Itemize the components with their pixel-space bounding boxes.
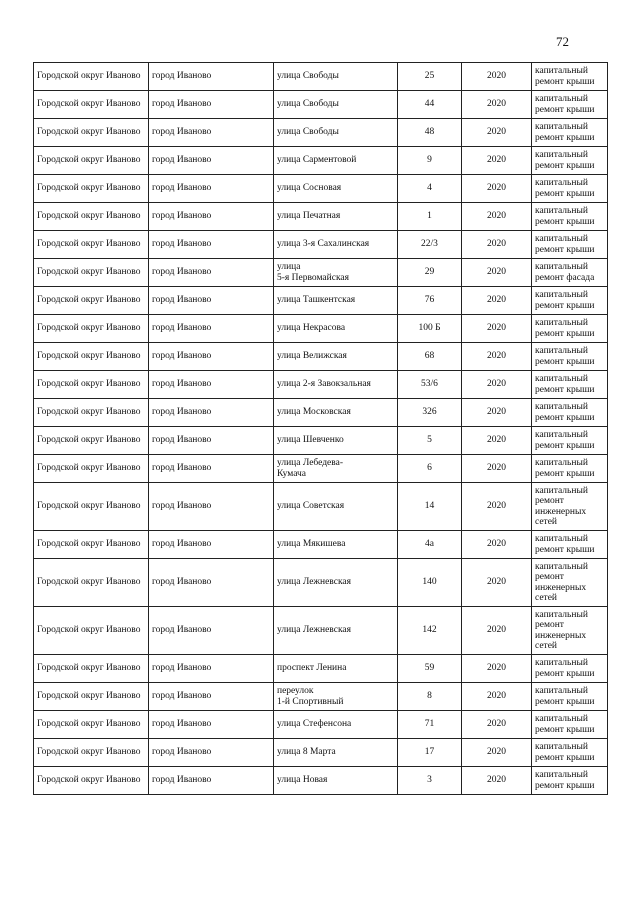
work-type-cell: капитальный ремонт крыши xyxy=(532,287,608,315)
table-row xyxy=(34,655,608,683)
year-cell: 2020 xyxy=(462,91,532,119)
district-cell: Городской округ Иваново xyxy=(34,767,149,795)
city-cell: город Иваново xyxy=(149,711,274,739)
work-type-cell: капитальный ремонт крыши xyxy=(532,767,608,795)
street-cell: улица Ташкентская xyxy=(274,287,398,315)
city-cell: город Иваново xyxy=(149,147,274,175)
work-type-cell: капитальный ремонт инженерных сетей xyxy=(532,483,608,531)
city-cell: город Иваново xyxy=(149,203,274,231)
table-row xyxy=(34,683,608,711)
table-row xyxy=(34,287,608,315)
street-cell: улица Печатная xyxy=(274,203,398,231)
table-row xyxy=(34,63,608,91)
work-type-cell: капитальный ремонт крыши xyxy=(532,739,608,767)
table-row xyxy=(34,607,608,655)
district-cell: Городской округ Иваново xyxy=(34,683,149,711)
year-cell: 2020 xyxy=(462,315,532,343)
work-type-cell: капитальный ремонт крыши xyxy=(532,63,608,91)
district-cell: Городской округ Иваново xyxy=(34,531,149,559)
table-row xyxy=(34,767,608,795)
table-row xyxy=(34,559,608,607)
house-cell: 100 Б xyxy=(398,315,462,343)
table-row xyxy=(34,531,608,559)
year-cell: 2020 xyxy=(462,531,532,559)
street-cell: улица Стефенсона xyxy=(274,711,398,739)
district-cell: Городской округ Иваново xyxy=(34,175,149,203)
street-cell: улица Сарментовой xyxy=(274,147,398,175)
work-type-cell: капитальный ремонт крыши xyxy=(532,711,608,739)
work-type-cell: капитальный ремонт крыши xyxy=(532,147,608,175)
work-type-cell: капитальный ремонт крыши xyxy=(532,231,608,259)
city-cell: город Иваново xyxy=(149,427,274,455)
street-cell: проспект Ленина xyxy=(274,655,398,683)
table-row xyxy=(34,739,608,767)
table-row xyxy=(34,455,608,483)
district-cell: Городской округ Иваново xyxy=(34,203,149,231)
year-cell: 2020 xyxy=(462,259,532,287)
district-cell: Городской округ Иваново xyxy=(34,455,149,483)
street-cell: переулок 1-й Спортивный xyxy=(274,683,398,711)
district-cell: Городской округ Иваново xyxy=(34,287,149,315)
year-cell: 2020 xyxy=(462,147,532,175)
table-row xyxy=(34,175,608,203)
table-row xyxy=(34,91,608,119)
table-row xyxy=(34,343,608,371)
work-type-cell: капитальный ремонт крыши xyxy=(532,371,608,399)
house-cell: 4а xyxy=(398,531,462,559)
street-cell: улица Сосновая xyxy=(274,175,398,203)
street-cell: улица Велижская xyxy=(274,343,398,371)
work-type-cell: капитальный ремонт инженерных сетей xyxy=(532,559,608,607)
house-cell: 3 xyxy=(398,767,462,795)
street-cell: улица Лежневская xyxy=(274,559,398,607)
district-cell: Городской округ Иваново xyxy=(34,343,149,371)
table-row xyxy=(34,371,608,399)
street-cell: улица Новая xyxy=(274,767,398,795)
house-cell: 142 xyxy=(398,607,462,655)
table-row xyxy=(34,427,608,455)
page-number: 72 xyxy=(556,34,569,49)
table-row xyxy=(34,315,608,343)
district-cell: Городской округ Иваново xyxy=(34,739,149,767)
district-cell: Городской округ Иваново xyxy=(34,655,149,683)
year-cell: 2020 xyxy=(462,427,532,455)
city-cell: город Иваново xyxy=(149,531,274,559)
city-cell: город Иваново xyxy=(149,399,274,427)
street-cell: улица 8 Марта xyxy=(274,739,398,767)
year-cell: 2020 xyxy=(462,371,532,399)
year-cell: 2020 xyxy=(462,175,532,203)
work-type-cell: капитальный ремонт крыши xyxy=(532,91,608,119)
year-cell: 2020 xyxy=(462,559,532,607)
street-cell: улица Свободы xyxy=(274,63,398,91)
registry-body xyxy=(34,63,608,795)
year-cell: 2020 xyxy=(462,63,532,91)
street-cell: улица Некрасова xyxy=(274,315,398,343)
house-cell: 48 xyxy=(398,119,462,147)
city-cell: город Иваново xyxy=(149,91,274,119)
house-cell: 14 xyxy=(398,483,462,531)
street-cell: улица Лебедева- Кумача xyxy=(274,455,398,483)
street-cell: улица Свободы xyxy=(274,91,398,119)
district-cell: Городской округ Иваново xyxy=(34,559,149,607)
city-cell: город Иваново xyxy=(149,483,274,531)
year-cell: 2020 xyxy=(462,655,532,683)
year-cell: 2020 xyxy=(462,767,532,795)
table-row xyxy=(34,119,608,147)
street-cell: улица Лежневская xyxy=(274,607,398,655)
house-cell: 17 xyxy=(398,739,462,767)
house-cell: 44 xyxy=(398,91,462,119)
house-cell: 6 xyxy=(398,455,462,483)
house-cell: 4 xyxy=(398,175,462,203)
street-cell: улица Московская xyxy=(274,399,398,427)
house-cell: 25 xyxy=(398,63,462,91)
year-cell: 2020 xyxy=(462,399,532,427)
repair-registry-table xyxy=(33,62,608,795)
work-type-cell: капитальный ремонт крыши xyxy=(532,315,608,343)
city-cell: город Иваново xyxy=(149,655,274,683)
city-cell: город Иваново xyxy=(149,559,274,607)
year-cell: 2020 xyxy=(462,739,532,767)
street-cell: улица Мякишева xyxy=(274,531,398,559)
house-cell: 22/3 xyxy=(398,231,462,259)
district-cell: Городской округ Иваново xyxy=(34,231,149,259)
table-row xyxy=(34,711,608,739)
city-cell: город Иваново xyxy=(149,119,274,147)
year-cell: 2020 xyxy=(462,683,532,711)
house-cell: 76 xyxy=(398,287,462,315)
district-cell: Городской округ Иваново xyxy=(34,399,149,427)
year-cell: 2020 xyxy=(462,607,532,655)
year-cell: 2020 xyxy=(462,231,532,259)
year-cell: 2020 xyxy=(462,483,532,531)
street-cell: улица Шевченко xyxy=(274,427,398,455)
work-type-cell: капитальный ремонт крыши xyxy=(532,399,608,427)
table-row xyxy=(34,147,608,175)
city-cell: город Иваново xyxy=(149,315,274,343)
work-type-cell: капитальный ремонт фасада xyxy=(532,259,608,287)
district-cell: Городской округ Иваново xyxy=(34,63,149,91)
table-row xyxy=(34,231,608,259)
table-row xyxy=(34,259,608,287)
house-cell: 140 xyxy=(398,559,462,607)
district-cell: Городской округ Иваново xyxy=(34,607,149,655)
district-cell: Городской округ Иваново xyxy=(34,371,149,399)
district-cell: Городской округ Иваново xyxy=(34,91,149,119)
year-cell: 2020 xyxy=(462,343,532,371)
work-type-cell: капитальный ремонт крыши xyxy=(532,655,608,683)
work-type-cell: капитальный ремонт крыши xyxy=(532,175,608,203)
house-cell: 326 xyxy=(398,399,462,427)
district-cell: Городской округ Иваново xyxy=(34,427,149,455)
street-cell: улица 3-я Сахалинская xyxy=(274,231,398,259)
work-type-cell: капитальный ремонт крыши xyxy=(532,203,608,231)
house-cell: 53/6 xyxy=(398,371,462,399)
year-cell: 2020 xyxy=(462,287,532,315)
district-cell: Городской округ Иваново xyxy=(34,119,149,147)
work-type-cell: капитальный ремонт крыши xyxy=(532,119,608,147)
city-cell: город Иваново xyxy=(149,63,274,91)
district-cell: Городской округ Иваново xyxy=(34,147,149,175)
city-cell: город Иваново xyxy=(149,739,274,767)
city-cell: город Иваново xyxy=(149,371,274,399)
street-cell: улица 2-я Завокзальная xyxy=(274,371,398,399)
table-row xyxy=(34,483,608,531)
house-cell: 5 xyxy=(398,427,462,455)
house-cell: 59 xyxy=(398,655,462,683)
work-type-cell: капитальный ремонт крыши xyxy=(532,683,608,711)
work-type-cell: капитальный ремонт крыши xyxy=(532,531,608,559)
district-cell: Городской округ Иваново xyxy=(34,711,149,739)
city-cell: город Иваново xyxy=(149,287,274,315)
city-cell: город Иваново xyxy=(149,683,274,711)
work-type-cell: капитальный ремонт инженерных сетей xyxy=(532,607,608,655)
city-cell: город Иваново xyxy=(149,175,274,203)
city-cell: город Иваново xyxy=(149,767,274,795)
street-cell: улица 5-я Первомайская xyxy=(274,259,398,287)
year-cell: 2020 xyxy=(462,455,532,483)
city-cell: город Иваново xyxy=(149,343,274,371)
work-type-cell: капитальный ремонт крыши xyxy=(532,427,608,455)
work-type-cell: капитальный ремонт крыши xyxy=(532,343,608,371)
work-type-cell: капитальный ремонт крыши xyxy=(532,455,608,483)
street-cell: улица Советская xyxy=(274,483,398,531)
house-cell: 71 xyxy=(398,711,462,739)
city-cell: город Иваново xyxy=(149,231,274,259)
city-cell: город Иваново xyxy=(149,607,274,655)
city-cell: город Иваново xyxy=(149,259,274,287)
house-cell: 68 xyxy=(398,343,462,371)
year-cell: 2020 xyxy=(462,203,532,231)
street-cell: улица Свободы xyxy=(274,119,398,147)
year-cell: 2020 xyxy=(462,711,532,739)
house-cell: 8 xyxy=(398,683,462,711)
house-cell: 29 xyxy=(398,259,462,287)
year-cell: 2020 xyxy=(462,119,532,147)
district-cell: Городской округ Иваново xyxy=(34,315,149,343)
district-cell: Городской округ Иваново xyxy=(34,259,149,287)
city-cell: город Иваново xyxy=(149,455,274,483)
district-cell: Городской округ Иваново xyxy=(34,483,149,531)
table-row xyxy=(34,399,608,427)
table-row xyxy=(34,203,608,231)
house-cell: 9 xyxy=(398,147,462,175)
house-cell: 1 xyxy=(398,203,462,231)
